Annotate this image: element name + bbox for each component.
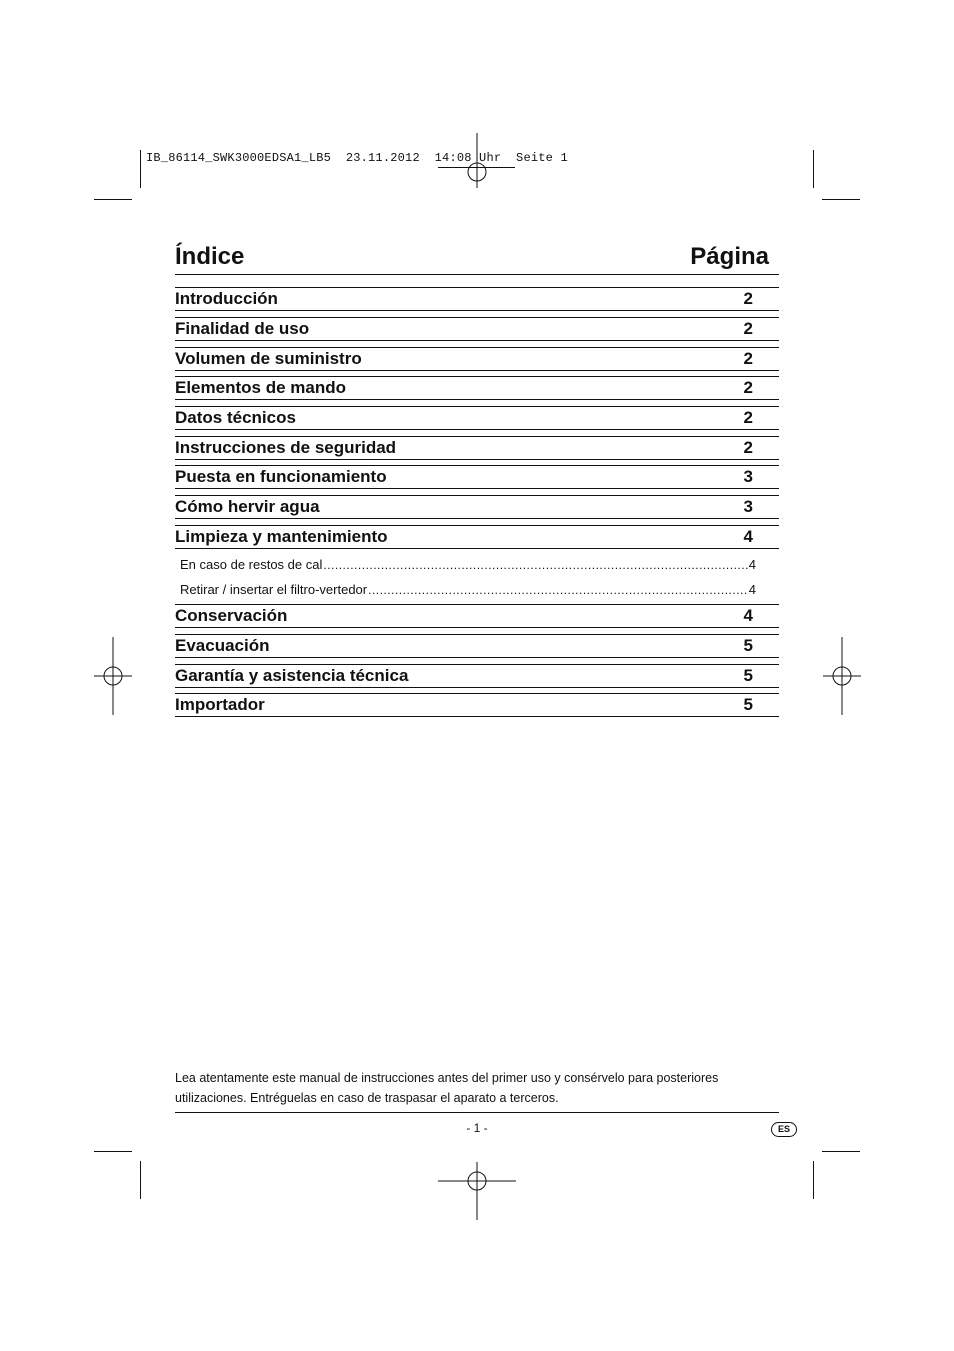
toc-entry-page: 2 [743,438,753,457]
registration-mark-icon [74,637,152,715]
footnote-line: Lea atentamente este manual de instrucciones antes del primer uso y consérvelo para posteriores [175,1071,719,1085]
language-badge: ES [771,1122,797,1137]
toc-entry-label: Instrucciones de seguridad [175,438,397,457]
toc-subentry[interactable] [180,577,756,597]
toc-entry-page: 5 [743,666,753,685]
toc-entry-page: 3 [743,467,753,486]
toc-entry[interactable] [175,664,779,694]
toc-entry[interactable] [175,347,779,377]
toc-entry-label: Finalidad de uso [175,319,310,338]
crop-mark [813,150,814,188]
toc-entry-page: 2 [743,319,753,338]
toc-entry-label: Puesta en funcionamiento [175,467,387,486]
toc-entry-label: Importador [175,695,265,714]
toc-entry-label: Evacuación [175,636,270,655]
footer-rule [175,1112,779,1113]
crop-mark [140,150,141,188]
toc-entry[interactable] [175,604,779,634]
toc-subentry-page: 4 [748,557,756,572]
toc-entry-page: 2 [743,289,753,308]
registration-mark-icon [438,1142,516,1220]
crop-mark [94,1151,132,1152]
toc-entry-label: Volumen de suministro [175,349,362,368]
footnote [175,1068,779,1108]
registration-mark-icon [803,637,881,715]
toc-entry-page: 2 [743,378,753,397]
print-slug: IB_86114_SWK3000EDSA1_LB5 23.11.2012 14:08 Uhr Seite 1 [146,151,568,165]
toc-entry-label: Datos técnicos [175,408,296,427]
toc-entry-page: 4 [743,606,753,625]
toc-entry[interactable] [175,495,779,525]
footnote-line: utilizaciones. Entréguelas en caso de traspasar el aparato a terceros. [175,1091,559,1105]
crop-mark [140,1161,141,1199]
page-title: Índice [175,243,245,270]
title-rule [175,274,779,275]
toc-entry[interactable] [175,436,779,466]
toc-header [175,243,779,273]
toc-entry-page: 5 [743,636,753,655]
page-column-heading: Página [690,243,769,270]
toc-entry[interactable] [175,287,779,317]
toc-entry[interactable] [175,525,779,555]
registration-mark-icon [438,133,516,211]
crop-mark [822,199,860,200]
page-number: - 1 - [466,1121,488,1135]
toc-entry[interactable] [175,317,779,347]
toc-entry[interactable] [175,693,779,723]
toc-entry[interactable] [175,465,779,495]
toc-entry-label: Introducción [175,289,278,308]
toc-subentry[interactable] [180,552,756,572]
toc-entry-label: Elementos de mando [175,378,346,397]
dot-leader [368,582,748,597]
toc-entry-page: 4 [743,527,753,546]
toc-entry-page: 3 [743,497,753,516]
toc-entry[interactable] [175,634,779,664]
toc-subentry-page: 4 [748,582,756,597]
toc-entry-label: Garantía y asistencia técnica [175,666,409,685]
crop-mark [822,1151,860,1152]
toc-entry[interactable] [175,376,779,406]
toc-entry-page: 2 [743,408,753,427]
toc-subentry-label: Retirar / insertar el filtro-vertedor [180,582,368,597]
toc-subentry-label: En caso de restos de cal [180,557,323,572]
toc-entry[interactable] [175,406,779,436]
dot-leader [323,557,747,572]
toc-entry-label: Cómo hervir agua [175,497,320,516]
crop-mark [813,1161,814,1199]
toc-entry-page: 2 [743,349,753,368]
toc-entry-page: 5 [743,695,753,714]
toc-entry-label: Limpieza y mantenimiento [175,527,388,546]
crop-mark [94,199,132,200]
toc-entry-label: Conservación [175,606,288,625]
